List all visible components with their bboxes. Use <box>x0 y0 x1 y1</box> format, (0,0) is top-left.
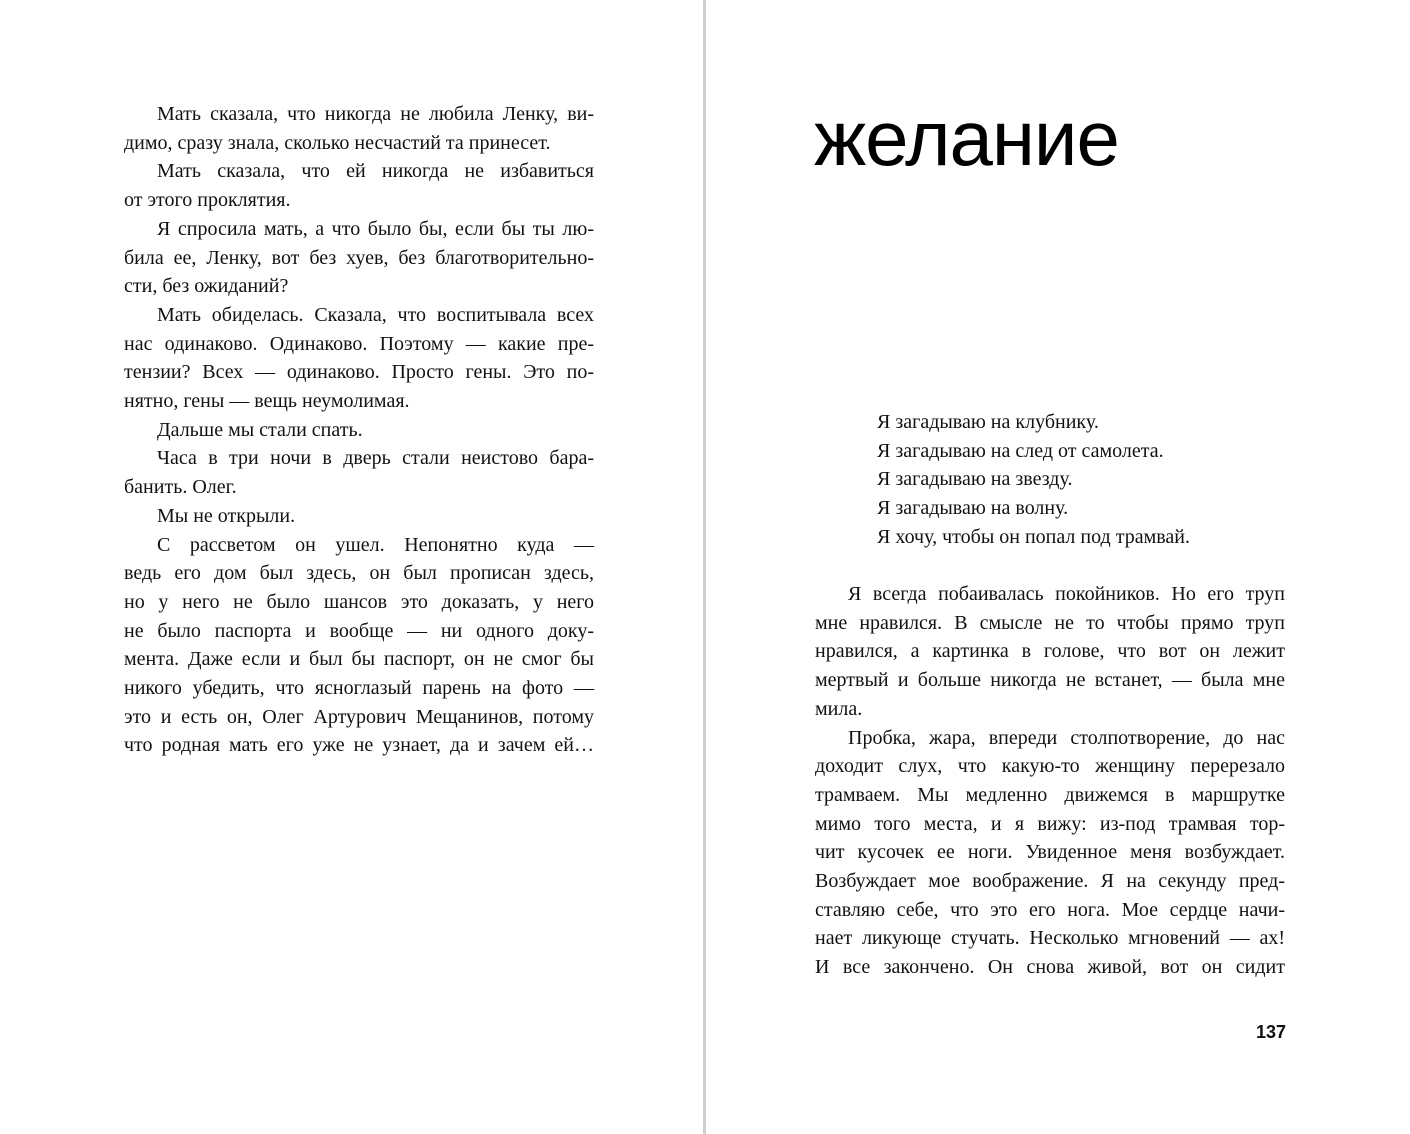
text-line: что родная мать его уже не узнает, да и зачем ей… <box>124 734 594 757</box>
text-line: нас одинаково. Одинаково. Поэтому — какие пре- <box>124 332 594 355</box>
text-line: банить. Олег. <box>124 476 237 499</box>
text-line: мила. <box>815 697 863 720</box>
verse-line: Я хочу, чтобы он попал под трамвай. <box>877 525 1190 548</box>
verse-block <box>877 408 1297 552</box>
text-line: Пробка, жара, впереди столпотворение, до нас <box>848 726 1285 749</box>
left-page <box>0 0 704 1134</box>
text-line: нравился, а картинка в голове, что вот он лежит <box>815 640 1285 663</box>
text-line: била ее, Ленку, вот без хуев, без благотворительно- <box>124 246 594 269</box>
text-line: И все закончено. Он снова живой, вот он сидит <box>815 956 1285 979</box>
text-line: мимо того места, и я вижу: из-под трамвая тор- <box>815 812 1285 835</box>
text-line: мне нравился. В смысле не то чтобы прямо труп <box>815 611 1285 634</box>
verse-line: Я загадываю на след от самолета. <box>877 439 1164 462</box>
text-line: Мать обиделась. Сказала, что воспитывала всех <box>157 303 594 326</box>
right-page <box>706 0 1410 1134</box>
text-line: Я всегда побаивалась покойников. Но его труп <box>848 583 1285 605</box>
verse-line: Я загадываю на звезду. <box>877 468 1073 491</box>
text-line: мертвый и больше никогда не встанет, — была мне <box>815 669 1285 692</box>
text-line: трамваем. Мы медленно движемся в маршрутке <box>815 783 1285 806</box>
text-line: Дальше мы стали спать. <box>157 418 363 441</box>
text-line: ставляю себе, что это его нога. Мое сердце начи- <box>815 898 1285 921</box>
text-line: это и есть он, Олег Артурович Мещанинов, потому <box>124 705 594 728</box>
right-page-body <box>815 580 1285 982</box>
verse-line: Я загадываю на клубнику. <box>877 411 1099 433</box>
text-line: чит кусочек ее ноги. Увиденное меня возбуждает. <box>815 841 1285 864</box>
text-line: сти, без ожиданий? <box>124 275 289 298</box>
left-page-body <box>124 100 594 760</box>
text-line: Мать сказала, что ей никогда не избавиться <box>157 160 594 183</box>
text-line: димо, сразу знала, сколько несчастий та принесет. <box>124 131 551 154</box>
text-line: Мы не открыли. <box>157 504 296 527</box>
text-line: Возбуждает мое воображение. Я на секунду пред- <box>815 870 1285 893</box>
text-line: но у него не было шансов это доказать, у него <box>124 590 594 613</box>
text-line: Часа в три ночи в дверь стали неистово бара- <box>157 447 594 470</box>
text-line: от этого проклятия. <box>124 189 291 212</box>
text-line: мента. Даже если и был бы паспорт, он не смог бы <box>124 648 594 671</box>
text-line: доходит слух, что какую-то женщину перерезало <box>815 755 1285 778</box>
text-line: С рассветом он ушел. Непонятно куда — <box>157 533 594 556</box>
text-line: нятно, гены — вещь неумолимая. <box>124 390 410 413</box>
text-line: нает ликующе стучать. Несколько мгновений — ах! <box>815 927 1285 950</box>
text-line: ведь его дом был здесь, он был прописан здесь, <box>124 562 594 585</box>
text-line: не было паспорта и вообще — ни одного доку- <box>124 619 594 642</box>
chapter-title: желание <box>814 94 1119 182</box>
text-line: Я спросила мать, а что было бы, если бы ты лю- <box>157 217 594 240</box>
page-number: 137 <box>1255 1022 1286 1042</box>
verse-line: Я загадываю на волну. <box>877 497 1069 520</box>
text-line: тензии? Всех — одинаково. Просто гены. Это по- <box>124 361 594 384</box>
text-line: Мать сказала, что никогда не любила Ленку, ви- <box>157 103 594 125</box>
text-line: никого убедить, что ясноглазый парень на фото — <box>124 677 594 700</box>
